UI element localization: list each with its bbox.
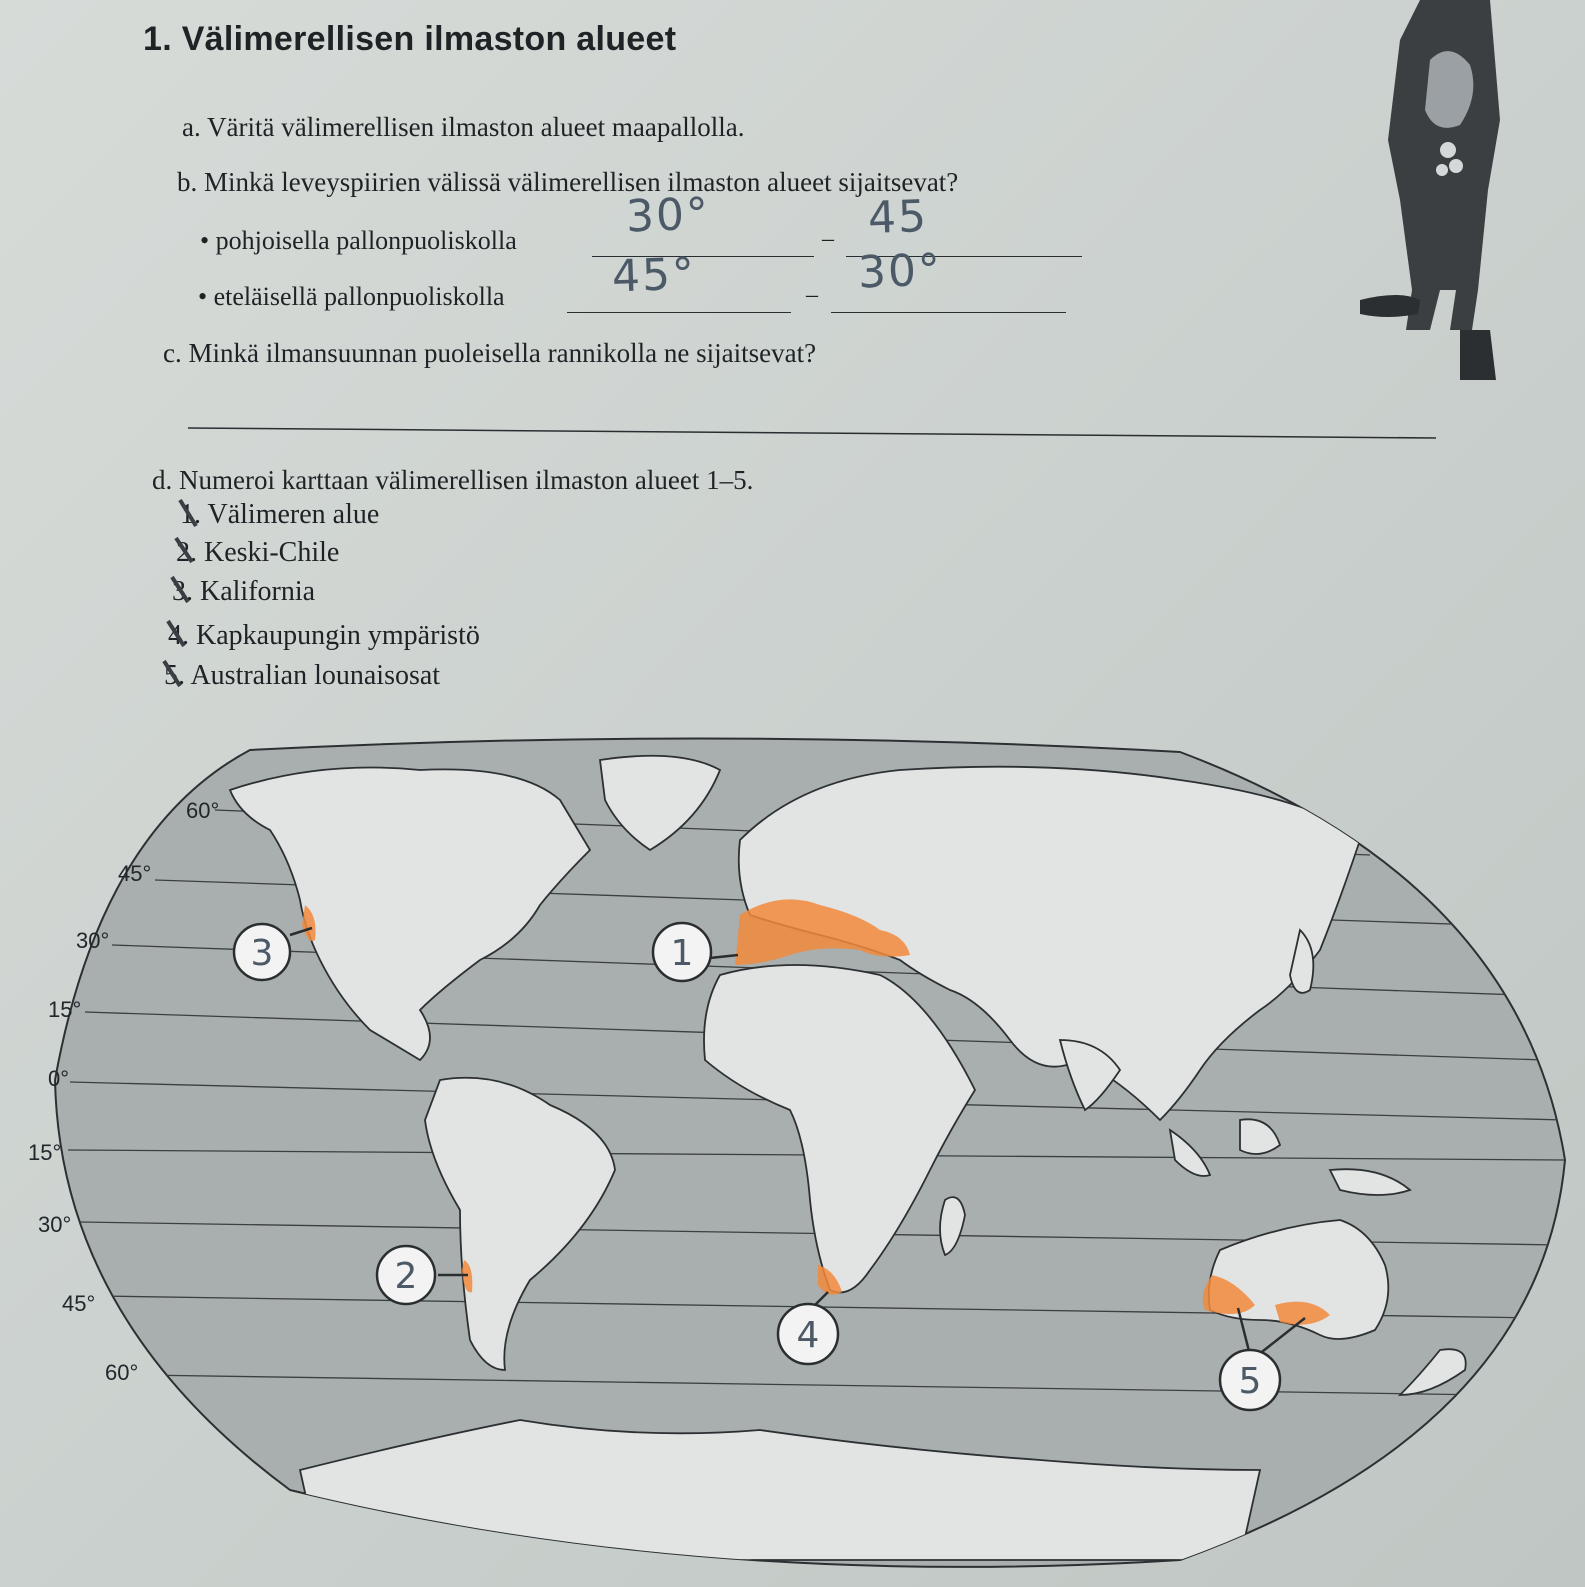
region-item-1: 1. Välimeren alue [180, 499, 380, 530]
north-hemisphere-label: • pohjoisella pallonpuoliskolla [200, 226, 517, 255]
lat-label-15n: 15° [48, 997, 82, 1022]
checkmark-strokes [0, 0, 400, 720]
south-from-answer: 45° [611, 248, 697, 303]
south-hemisphere-label: • eteläisellä pallonpuoliskolla [198, 282, 505, 311]
lat-label-30n: 30° [76, 928, 110, 953]
question-c: c. Minkä ilmansuunnan puoleisella rannikolla ne sijaitsevat? [163, 338, 817, 368]
region-item-3: 3. Kalifornia [172, 576, 316, 607]
marker-number-1: 1 [670, 933, 694, 974]
region-item-5: 5. Australian lounaisosat [164, 660, 441, 691]
lat-label-30s: 30° [38, 1212, 72, 1237]
marker-number-2: 2 [394, 1256, 418, 1297]
marker-number-3: 3 [250, 933, 274, 974]
north-separator: – [822, 226, 834, 252]
question-a: a. Väritä välimerellisen ilmaston alueet maapallolla. [182, 112, 745, 142]
marker-number-5: 5 [1238, 1361, 1262, 1402]
question-b: b. Minkä leveyspiirien välissä välimerellisen ilmaston alueet sijaitsevat? [177, 167, 959, 197]
north-from-answer: 30° [625, 188, 711, 243]
lat-label-60s: 60° [105, 1360, 139, 1385]
lat-label-45n: 45° [118, 861, 152, 886]
south-to-answer: 30° [857, 244, 943, 299]
south-separator: – [806, 282, 818, 308]
north-to-answer: 45 [867, 190, 929, 245]
world-map [0, 720, 1585, 1587]
character-illustration [1360, 0, 1510, 390]
question-d: d. Numeroi karttaan välimerellisen ilmaston alueet 1–5. [152, 465, 754, 495]
region-item-4: 4. Kapkaupungin ympäristö [168, 620, 480, 651]
marker-number-4: 4 [796, 1315, 820, 1356]
lat-label-45s: 45° [62, 1291, 96, 1316]
lat-label-60n: 60° [186, 798, 220, 823]
lat-label-15s: 15° [28, 1140, 62, 1165]
region-item-2: 2. Keski-Chile [176, 537, 340, 568]
exercise-title: 1. Välimerellisen ilmaston alueet [143, 20, 677, 58]
lat-label-0: 0° [48, 1066, 70, 1091]
